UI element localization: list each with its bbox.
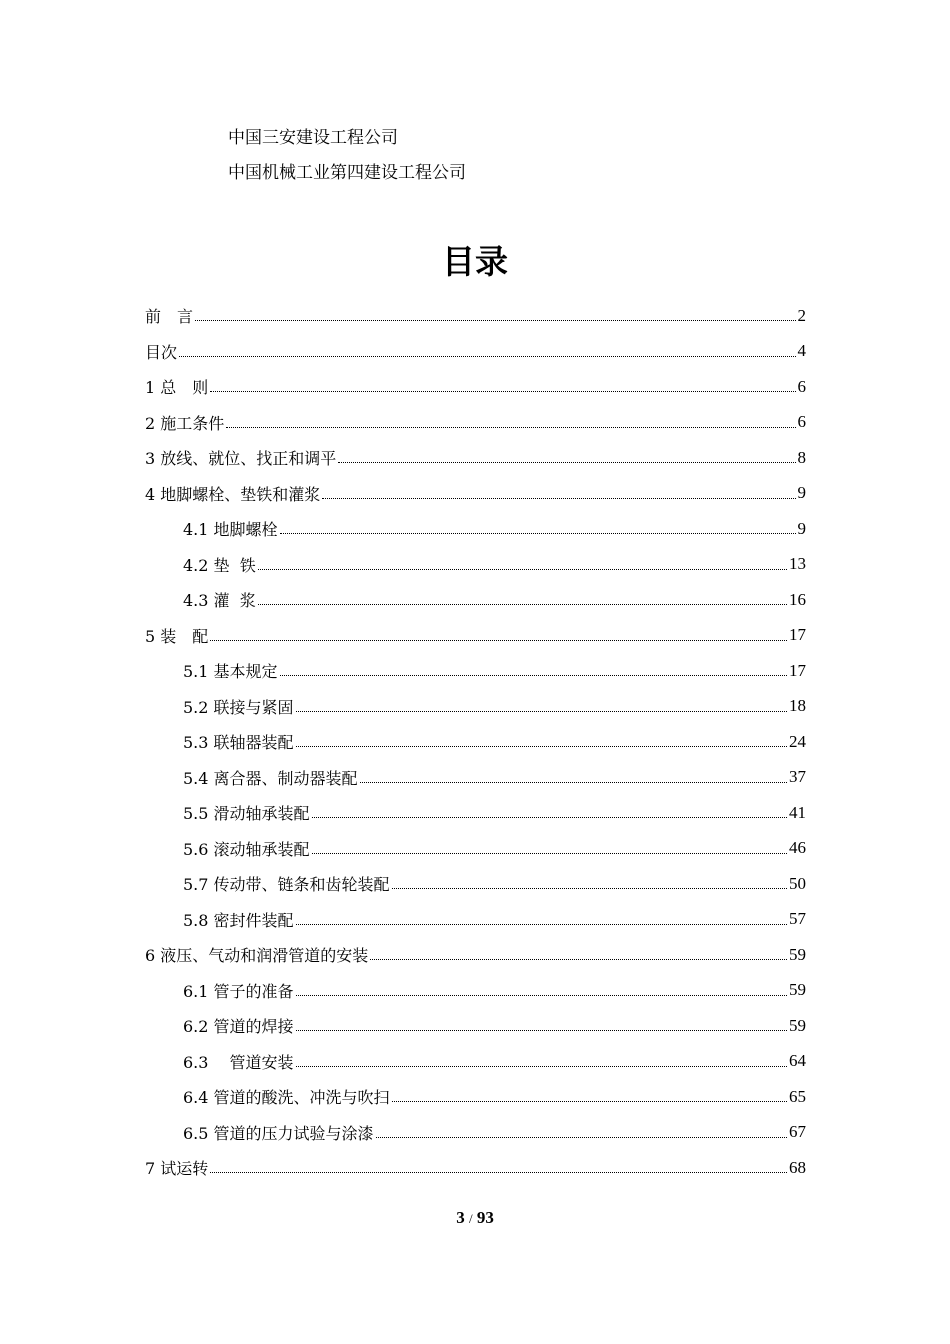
toc-entry-page: 65 — [789, 1086, 806, 1106]
toc-entry-page: 59 — [789, 1015, 806, 1035]
toc-entry-label: 5.6 滚动轴承装配 — [183, 839, 310, 859]
toc-entry-page: 6 — [797, 412, 806, 432]
toc-entry-page: 2 — [797, 305, 806, 325]
toc-dot-leader — [179, 356, 795, 357]
toc-entry-label: 4.2 垫 铁 — [183, 555, 256, 575]
toc-dot-leader — [296, 924, 787, 925]
toc-entry-label: 目次 — [145, 342, 178, 362]
toc-entry-label: 5.1 基本规定 — [183, 662, 278, 682]
company-name-1: 中国三安建设工程公司 — [228, 128, 398, 148]
toc-entry-page: 16 — [789, 589, 806, 609]
toc-entry-label: 3 放线、就位、找正和调平 — [145, 449, 337, 469]
toc-entry[interactable] — [0, 334, 950, 370]
toc-dot-leader — [392, 1101, 787, 1102]
toc-dot-leader — [195, 320, 795, 321]
toc-entry[interactable] — [0, 1008, 950, 1044]
toc-entry-page: 6 — [797, 376, 806, 396]
toc-dot-leader — [258, 604, 787, 605]
toc-dot-leader — [296, 711, 787, 712]
current-page-number: 3 — [456, 1208, 465, 1227]
toc-dot-leader — [210, 640, 787, 641]
toc-entry[interactable] — [0, 440, 950, 476]
toc-entry[interactable] — [0, 653, 950, 689]
toc-dot-leader — [370, 959, 787, 960]
toc-entry-label: 6.5 管道的压力试验与涂漆 — [183, 1123, 374, 1143]
toc-dot-leader — [322, 498, 795, 499]
toc-entry-page: 64 — [789, 1051, 806, 1071]
toc-entry[interactable] — [0, 902, 950, 938]
toc-entry-page: 57 — [789, 909, 806, 929]
toc-entry-label: 5.7 传动带、链条和齿轮装配 — [183, 875, 390, 895]
toc-entry-page: 18 — [789, 696, 806, 716]
toc-dot-leader — [296, 1066, 787, 1067]
toc-dot-leader — [280, 675, 787, 676]
toc-entry-label: 5.8 密封件装配 — [183, 910, 294, 930]
toc-entry[interactable] — [0, 618, 950, 654]
toc-entry-page: 4 — [797, 341, 806, 361]
toc-entry-label: 6.1 管子的准备 — [183, 981, 294, 1001]
toc-entry-label: 5.2 联接与紧固 — [183, 697, 294, 717]
toc-dot-leader — [312, 853, 787, 854]
toc-entry-page: 68 — [789, 1157, 806, 1177]
toc-entry-label: 5 装 配 — [145, 626, 209, 646]
toc-dot-leader — [258, 569, 787, 570]
toc-dot-leader — [338, 462, 795, 463]
toc-entry-page: 24 — [789, 731, 806, 751]
toc-entry-page: 41 — [789, 802, 806, 822]
toc-entry-page: 8 — [797, 447, 806, 467]
toc-entry[interactable] — [0, 511, 950, 547]
toc-entry[interactable] — [0, 1150, 950, 1186]
toc-entry-page: 59 — [789, 980, 806, 1000]
toc-dot-leader — [280, 533, 796, 534]
toc-entry-page: 17 — [789, 660, 806, 680]
toc-entry[interactable] — [0, 369, 950, 405]
toc-entry[interactable] — [0, 1044, 950, 1080]
toc-entry[interactable] — [0, 1079, 950, 1115]
toc-entry-label: 5.5 滑动轴承装配 — [183, 804, 310, 824]
toc-entry-label: 5.3 联轴器装配 — [183, 733, 294, 753]
page-separator: / — [468, 1211, 473, 1226]
toc-entry-label: 前 言 — [145, 307, 194, 327]
toc-entry[interactable] — [0, 689, 950, 725]
toc-dot-leader — [360, 782, 787, 783]
toc-entry-label: 7 试运转 — [145, 1159, 209, 1179]
toc-entry-label: 4 地脚螺栓、垫铁和灌浆 — [145, 484, 321, 504]
toc-dot-leader — [296, 746, 787, 747]
toc-entry-label: 6.4 管道的酸洗、冲洗与吹扫 — [183, 1088, 390, 1108]
table-of-contents — [0, 298, 950, 1186]
company-list — [228, 124, 466, 194]
toc-entry-label: 4.1 地脚螺栓 — [183, 520, 278, 540]
toc-entry-label: 6.2 管道的焊接 — [183, 1017, 294, 1037]
toc-dot-leader — [226, 427, 795, 428]
toc-entry-label: 5.4 离合器、制动器装配 — [183, 768, 358, 788]
toc-entry[interactable] — [0, 937, 950, 973]
toc-entry[interactable] — [0, 795, 950, 831]
page-footer — [0, 1208, 950, 1228]
toc-entry-page: 37 — [789, 767, 806, 787]
toc-entry-page: 59 — [789, 944, 806, 964]
toc-entry-page: 9 — [797, 483, 806, 503]
toc-dot-leader — [392, 888, 787, 889]
toc-entry[interactable] — [0, 831, 950, 867]
toc-entry-label: 2 施工条件 — [145, 413, 225, 433]
toc-entry[interactable] — [0, 405, 950, 441]
toc-entry[interactable] — [0, 547, 950, 583]
toc-dot-leader — [376, 1137, 787, 1138]
toc-entry-page: 17 — [789, 625, 806, 645]
toc-title: 目录 — [442, 242, 508, 281]
toc-entry-page: 9 — [797, 518, 806, 538]
toc-entry-page: 46 — [789, 838, 806, 858]
toc-entry-label: 6 液压、气动和润滑管道的安装 — [145, 946, 369, 966]
toc-entry[interactable] — [0, 582, 950, 618]
toc-entry-page: 67 — [789, 1122, 806, 1142]
toc-entry[interactable] — [0, 476, 950, 512]
toc-entry-page: 50 — [789, 873, 806, 893]
toc-entry-label: 6.3 管道安装 — [183, 1052, 294, 1072]
toc-dot-leader — [296, 995, 787, 996]
toc-dot-leader — [312, 817, 787, 818]
toc-entry-label: 1 总 则 — [145, 378, 209, 398]
toc-entry[interactable] — [0, 760, 950, 796]
toc-dot-leader — [210, 391, 795, 392]
toc-entry[interactable] — [0, 973, 950, 1009]
toc-entry[interactable] — [0, 724, 950, 760]
toc-entry[interactable] — [0, 1115, 950, 1151]
toc-entry[interactable] — [0, 298, 950, 334]
toc-entry-label: 4.3 灌 浆 — [183, 591, 256, 611]
toc-dot-leader — [296, 1030, 787, 1031]
toc-entry[interactable] — [0, 866, 950, 902]
total-pages-number: 93 — [476, 1208, 494, 1227]
toc-entry-page: 13 — [789, 554, 806, 574]
company-name-2: 中国机械工业第四建设工程公司 — [228, 163, 466, 183]
toc-dot-leader — [210, 1172, 787, 1173]
